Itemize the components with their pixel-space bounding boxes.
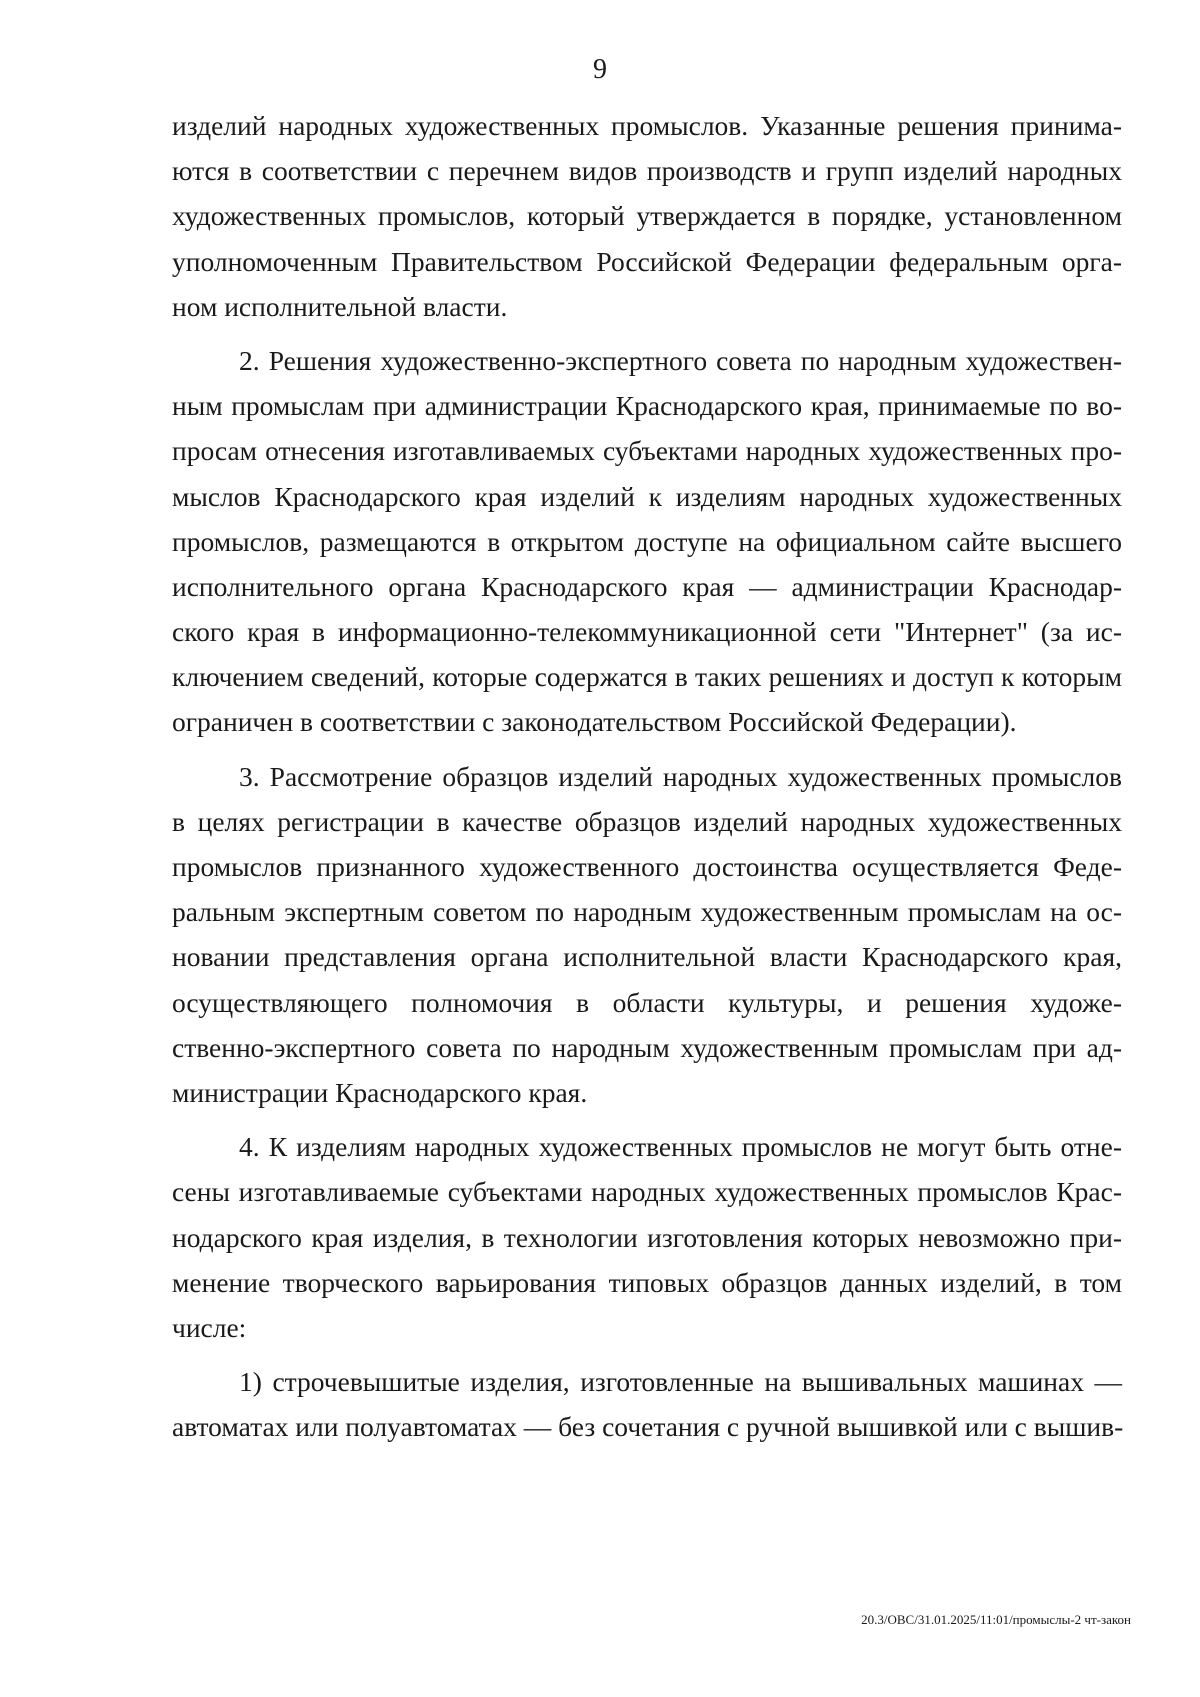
text-line: сены изготавливаемые субъектами народных художественных промыслов Крас-: [172, 1176, 1122, 1208]
text-line: ограничен в соответствии с законодательством Российской Федерации).: [172, 706, 1017, 738]
text-line: художественных промыслов, который утверждается в порядке, установленном: [172, 200, 1122, 232]
text-line: просам отнесения изготавливаемых субъектами народных художественных про-: [172, 435, 1122, 467]
text-line: ственно-экспертного совета по народным художественным промыслам при ад-: [172, 1031, 1122, 1063]
text-line: министрации Краснодарского края.: [172, 1076, 588, 1108]
text-line: числе:: [172, 1311, 247, 1343]
text-line: нодарского края изделия, в технологии изготовления которых невозможно при-: [172, 1221, 1122, 1253]
text-line: ются в соответствии с перечнем видов производств и групп изделий народных: [172, 155, 1122, 187]
page-number: 9: [593, 54, 607, 85]
document-body: [172, 103, 1122, 1449]
text-line: 2. Решения художественно-экспертного совета по народным художествен-: [239, 344, 1122, 376]
paragraph-3: [172, 754, 1122, 1116]
text-line: 3. Рассмотрение образцов изделий народных художественных промыслов: [239, 760, 1122, 792]
text-line: 1) строчевышитые изделия, изготовленные на вышивальных машинах —: [239, 1366, 1122, 1398]
text-line: промыслов, размещаются в открытом доступе на официальном сайте высшего: [172, 525, 1122, 557]
text-line: осуществляющего полномочия в области культуры, и решения художе-: [172, 986, 1122, 1018]
text-line: изделий народных художественных промыслов. Указанные решения принима-: [172, 110, 1122, 141]
paragraph-2: [172, 338, 1122, 745]
paragraph-continuation: [172, 103, 1122, 329]
text-line: уполномоченным Правительством Российской Федерации федеральным орга-: [172, 245, 1122, 277]
text-line: новании представления органа исполнительной власти Краснодарского края,: [172, 941, 1122, 973]
text-line: промыслов признанного художественного достоинства осуществляется Феде-: [172, 851, 1122, 882]
text-line: исполнительного органа Краснодарского края — администрации Краснодар-: [172, 570, 1122, 602]
text-line: 4. К изделиям народных художественных промыслов не могут быть отне-: [239, 1131, 1122, 1163]
list-item-1: [172, 1359, 1122, 1449]
text-line: менение творческого варьирования типовых образцов данных изделий, в том: [172, 1266, 1122, 1298]
text-line: в целях регистрации в качестве образцов изделий народных художественных: [172, 805, 1122, 837]
text-line: автоматах или полуавтоматах — без сочетания с ручной вышивкой или с вышив-: [172, 1411, 1124, 1443]
text-line: мыслов Краснодарского края изделий к изделиям народных художественных: [172, 480, 1122, 512]
text-line: ном исполнительной власти.: [172, 290, 508, 322]
footer-document-code: 20.3/ОВС/31.01.2025/11:01/промыслы-2 чт-закон: [861, 1612, 1131, 1627]
text-line: ным промыслам при администрации Краснодарского края, принимаемые по во-: [172, 390, 1122, 422]
text-line: ключением сведений, которые содержатся в таких решениях и доступ к которым: [172, 661, 1122, 693]
text-line: ральным экспертным советом по народным художественным промыслам на ос-: [172, 896, 1122, 928]
text-line: ского края в информационно-телекоммуникационной сети "Интернет" (за ис-: [172, 616, 1122, 648]
paragraph-4: [172, 1124, 1122, 1350]
